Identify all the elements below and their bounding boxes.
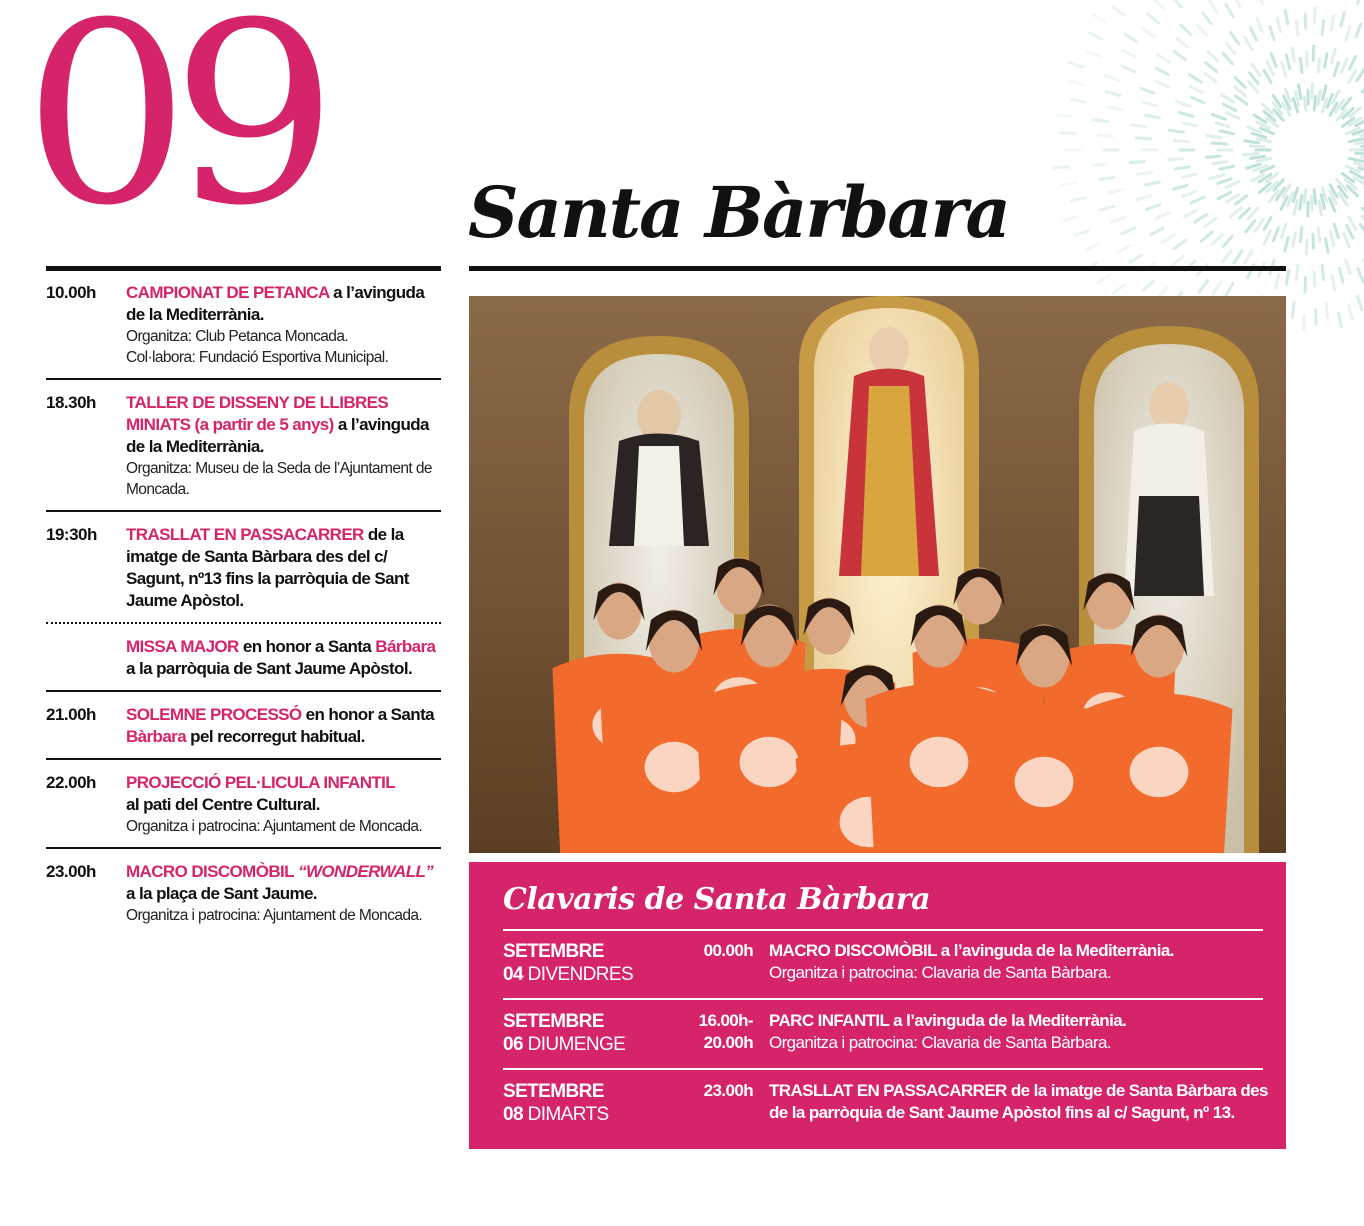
schedule-item	[46, 624, 441, 692]
event-note: Organitza i patrocina: Ajuntament de Moncada.	[126, 818, 423, 835]
event-text: en honor a Santa	[238, 637, 376, 656]
event-note: Organitza: Museu de la Seda de l’Ajuntament de Moncada.	[126, 460, 432, 498]
schedule-time	[46, 636, 126, 680]
schedule-item	[46, 760, 441, 849]
event-place: pel recorregut habitual.	[186, 727, 365, 746]
clavaris-month: SETEMBRE	[503, 941, 604, 962]
clavaris-rule	[503, 1068, 1263, 1070]
schedule-list	[46, 276, 441, 936]
event-title: PROJECCIÓ PEL·LICULA INFANTIL	[126, 773, 396, 792]
event-note: Col·labora: Fundació Esportiva Municipal.	[126, 349, 389, 366]
event-text: en honor a Santa	[301, 705, 434, 724]
clavaris-month: SETEMBRE	[503, 1081, 604, 1102]
event-title: MACRO DISCOMÒBIL	[126, 862, 294, 881]
clavaris-day: 06	[503, 1034, 523, 1055]
clavaris-event: TRASLLAT EN PASSACARRER de la imatge de Santa Bàrbara des de la parròquia de Sant Jaume Apòstol fins al c/ Sagunt, nº 13.	[769, 1081, 1268, 1122]
schedule-item	[46, 849, 441, 936]
event-title: TALLER DE DISSENY DE LLIBRES MINIATS (a partir de 5 anys)	[126, 393, 389, 434]
event-title-italic: “WONDERWALL”	[293, 862, 434, 881]
clavaris-event: PARC INFANTIL a l’avinguda de la Mediterrània.	[769, 1011, 1127, 1030]
clavaris-day: 04	[503, 964, 523, 985]
clavaris-box	[469, 862, 1286, 1149]
schedule-item	[46, 692, 441, 760]
clavaris-row	[503, 940, 1263, 992]
clavaris-time: 00.00h	[703, 941, 753, 960]
event-title: SOLEMNE PROCESSÓ	[126, 705, 302, 724]
event-place: de la imatge de Santa Bàrbara des del c/ Sagunt, nº13 fins la parròquia de Sant Jaume Apòstol.	[126, 525, 409, 610]
clavaris-note: Organitza i patrocina: Clavaria de Santa Bàrbara.	[769, 1033, 1111, 1052]
fireworks-decoration	[980, 0, 1364, 330]
schedule-item	[46, 276, 441, 380]
schedule-time: 18.30h	[46, 393, 96, 412]
left-top-rule	[46, 266, 441, 271]
event-place: a l’avinguda de la Mediterrània.	[126, 415, 429, 456]
clavaris-month: SETEMBRE	[503, 1011, 604, 1032]
schedule-item	[46, 512, 441, 624]
group-photo-illustration	[469, 296, 1286, 853]
event-place: a la plaça de Sant Jaume.	[126, 884, 317, 903]
clavaris-time: 23.00h	[703, 1081, 753, 1100]
clavaris-time-end: 20.00h	[703, 1033, 753, 1052]
page-title: Santa Bàrbara	[468, 171, 1009, 254]
event-title-part: Bárbara	[375, 637, 436, 656]
event-note: Organitza i patrocina: Ajuntament de Moncada.	[126, 907, 423, 924]
event-title: TRASLLAT EN PASSACARRER	[126, 525, 364, 544]
schedule-time: 21.00h	[46, 705, 96, 724]
schedule-item	[46, 380, 441, 512]
clavaris-rule	[503, 998, 1263, 1000]
clavaris-event: MACRO DISCOMÒBIL a l’avinguda de la Mediterrània.	[769, 941, 1174, 960]
clavaris-row	[503, 1010, 1263, 1062]
event-title: CAMPIONAT DE PETANCA	[126, 283, 330, 302]
event-note: Organitza: Club Petanca Moncada.	[126, 328, 349, 345]
clavaris-weekday: DIUMENGE	[522, 1034, 626, 1055]
event-title: MISSA MAJOR	[126, 637, 239, 656]
event-place: al pati del Centre Cultural.	[126, 795, 320, 814]
clavaris-weekday: DIVENDRES	[522, 964, 634, 985]
schedule-time: 23.00h	[46, 862, 96, 881]
clavaris-weekday: DIMARTS	[522, 1104, 609, 1125]
event-title-part: Bàrbara	[126, 727, 187, 746]
schedule-time: 10.00h	[46, 283, 96, 302]
title-rule	[469, 266, 1286, 271]
group-photo	[469, 296, 1286, 853]
event-place: a l’avinguda de la Mediterrània.	[126, 283, 425, 324]
clavaris-rule	[503, 929, 1263, 931]
clavaris-title: Clavaris de Santa Bàrbara	[503, 882, 931, 917]
clavaris-day: 08	[503, 1104, 523, 1125]
clavaris-row	[503, 1080, 1268, 1132]
schedule-time: 19:30h	[46, 525, 97, 544]
schedule-time: 22.00h	[46, 773, 96, 792]
clavaris-note: Organitza i patrocina: Clavaria de Santa Bàrbara.	[769, 963, 1111, 982]
clavaris-time: 16.00h-	[698, 1011, 753, 1030]
event-place: a la parròquia de Sant Jaume Apòstol.	[126, 659, 413, 678]
day-number: 09	[22, 0, 320, 260]
